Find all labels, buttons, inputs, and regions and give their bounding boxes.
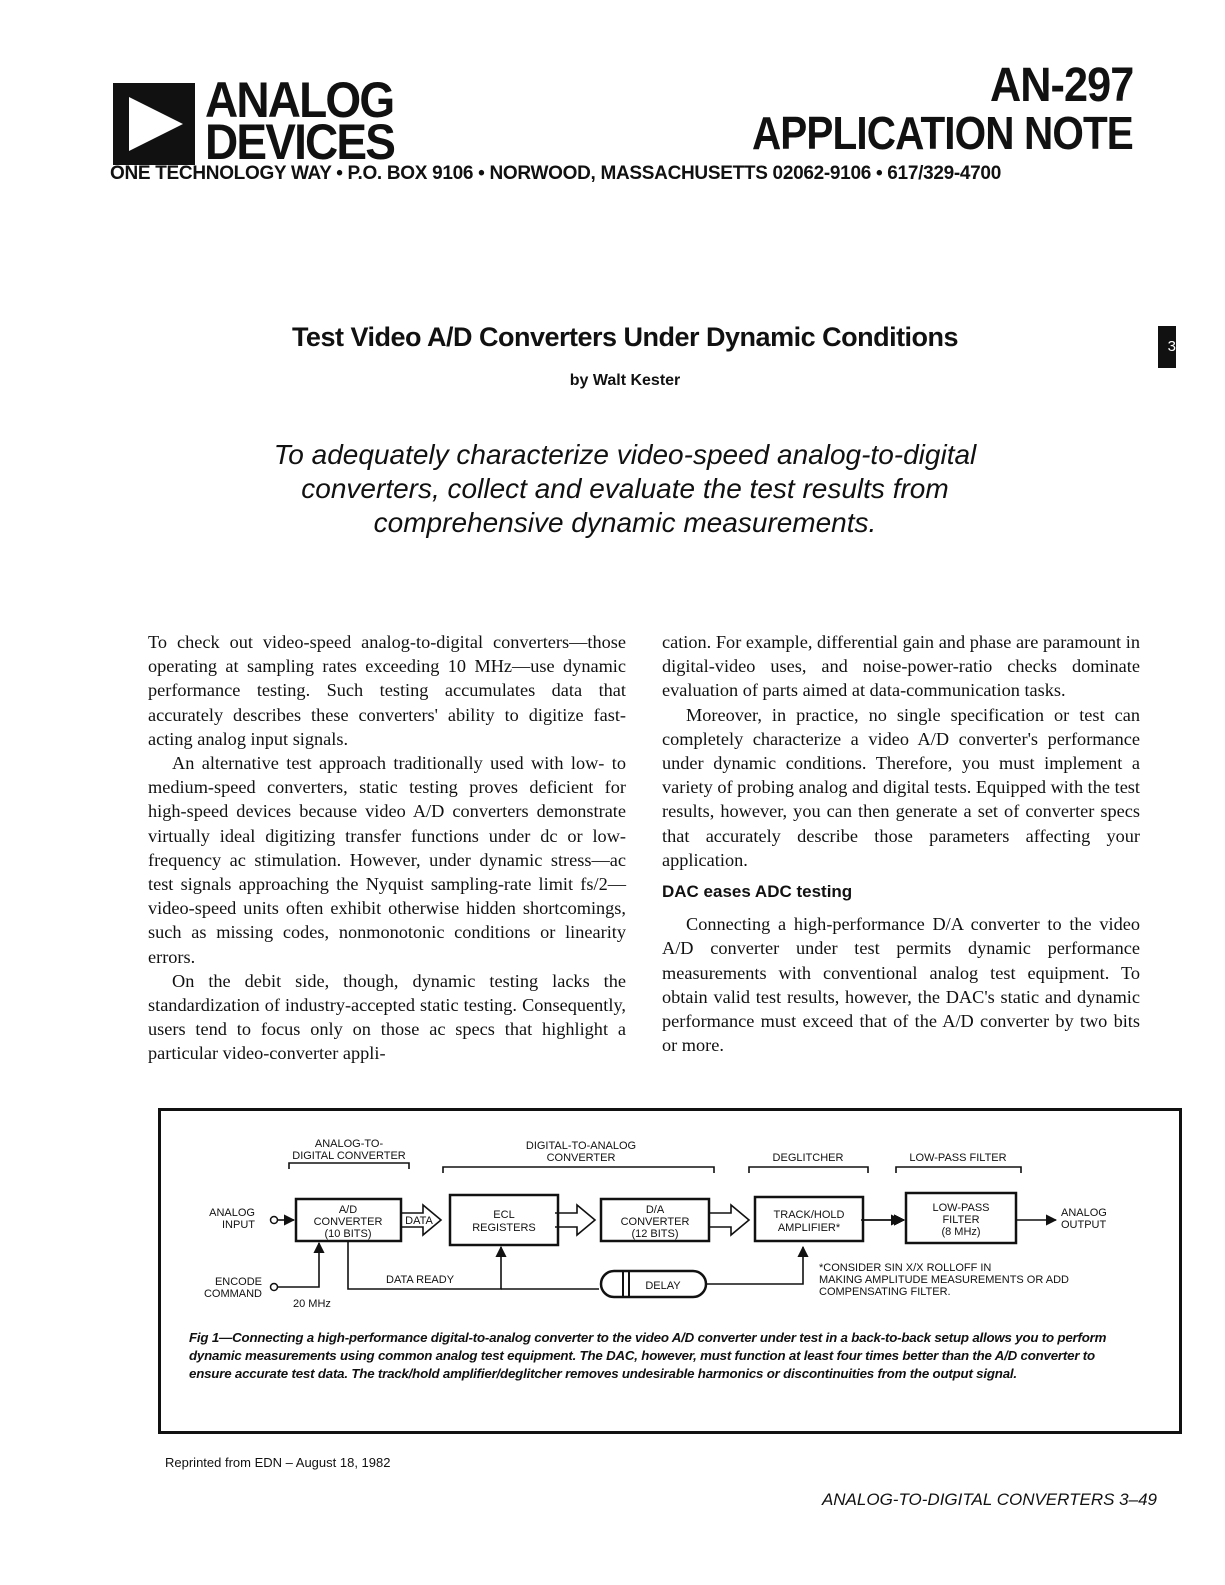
delay-block-label: DELAY [645,1280,681,1292]
article-deck: To adequately characterize video-speed analog-to-digital converters, collect and evaluate the test results from comprehensive dynamic measurements. [273,439,977,538]
paragraph: cation. For example, differential gain and phase are paramount in digital-video uses, and noise-power-ratio checks dominate evaluation of parts aimed at data-communication tasks. [662,632,1140,701]
paragraph: Connecting a high-performance D/A converter to the video A/D converter under test permits dynamic performance measurements with conventional analog test equipment. To obtain valid test results, however, the DAC's static and dynamic performance must exceed that of the A/D converter by two bits or more. [662,914,1140,1056]
group-label-dac: CONVERTER [546,1152,616,1164]
play-triangle-icon [113,83,195,165]
figure-caption: Fig 1—Connecting a high-performance digital-to-analog converter to the video A/D converter under test in a back-to-back setup allows you to perform dynamic measurements using common analog test equipment. The DAC, however, must function at least four times better than the A/D converter to ensure accurate test data. The track/hold amplifier/deglitcher removes undesirable harmonics or discontinuities from the output signal. [189,1330,1107,1381]
dac-block-label: D/A [645,1204,665,1216]
dac-block-label: CONVERTER [620,1216,690,1228]
input-label: ANALOG [209,1207,255,1219]
data-ready-label: DATA READY [386,1274,455,1286]
input-label: INPUT [222,1219,255,1231]
article-byline: by Walt Kester [569,372,681,389]
ecl-block-label: ECL [493,1209,515,1221]
footnote: COMPENSATING FILTER. [819,1286,951,1298]
figure-1 [158,1108,1182,1434]
right-column [662,630,1140,1057]
left-column [148,630,626,1066]
document-type: APPLICATION NOTE [752,107,1133,159]
group-label-adc: ANALOG-TO- [314,1138,384,1150]
group-label-adc: DIGITAL CONVERTER [292,1150,406,1162]
ecl-block-label: REGISTERS [472,1222,536,1234]
clock-label: 20 MHz [293,1298,331,1310]
lpf-block-label: LOW-PASS [932,1202,990,1214]
output-label: ANALOG [1061,1207,1107,1219]
logo-text-devices: DEVICES [205,114,395,170]
logo-text-analog: ANALOG [205,72,394,128]
logo-mark [113,83,195,165]
footnote: MAKING AMPLITUDE MEASUREMENTS OR ADD [819,1274,1069,1286]
paragraph: On the debit side, though, dynamic testing lacks the standardization of industry-accepted static testing. Consequently, users tend to focus only on those ac specs that highlight a particular video-converter appli- [148,970,626,1064]
section-subhead: DAC eases ADC testing [662,882,853,902]
reprint-note: Reprinted from EDN – August 18, 1982 [165,1455,391,1470]
encode-label: ENCODE [214,1276,262,1288]
paragraph: Moreover, in practice, no single specification or test can completely characterize a video A/D converter's performance under dynamic conditions. Therefore, you must implement a variety of probing analog and digital tests. Equipped with the test results, however, you can then generate a set of converter specs that accurately describe those parameters affecting your application. [662,704,1140,870]
track-hold-block-label: TRACK/HOLD [773,1209,845,1221]
adc-block-label: A/D [338,1204,358,1216]
company-address: ONE TECHNOLOGY WAY • P.O. BOX 9106 • NORWOOD, MASSACHUSETTS 02062-9106 • 617/329-4700 [110,163,1001,184]
track-hold-block-label: AMPLIFIER* [777,1222,841,1234]
paragraph: To check out video-speed analog-to-digital converters—those operating at sampling rates exceeding 10 MHz—use dynamic performance testing. Such testing accumulates data that accurately describes these converters' ability to digitize fast-acting analog input signals. [148,632,626,749]
article-title: Test Video A/D Converters Under Dynamic Conditions [291,322,959,352]
group-label-deglitcher: DEGLITCHER [772,1152,844,1164]
encode-label: COMMAND [203,1288,262,1300]
lpf-block-label: (8 MHz) [941,1226,981,1238]
section-tab: 3 [1158,326,1176,368]
group-label-dac: DIGITAL-TO-ANALOG [525,1140,637,1152]
page-footer: ANALOG-TO-DIGITAL CONVERTERS 3–49 [821,1490,1157,1509]
data-bus-label: DATA [405,1215,433,1227]
document-number: AN-297 [989,59,1133,112]
footnote: *CONSIDER SIN X/X ROLLOFF IN [819,1262,992,1274]
dac-block-label: (12 BITS) [631,1228,679,1240]
adc-block-label: CONVERTER [313,1216,383,1228]
paragraph: An alternative test approach traditionally used with low- to medium-speed converters, static testing proves deficient for high-speed devices because video A/D converters demonstrate virtually ideal digitizing transfer functions under dc or low-frequency ac stimulation. However, under dynamic stress—ac test signals approaching the Nyquist sampling-rate limit fs/2—video-speed units often exhibit otherwise hidden shortcomings, such as missing codes, nonmonotonic conditions or linearity errors. [148,753,626,967]
lpf-block-label: FILTER [942,1214,980,1226]
adc-block-label: (10 BITS) [324,1228,372,1240]
block-diagram [161,1111,1179,1321]
group-label-filter: LOW-PASS FILTER [909,1152,1007,1164]
output-label: OUTPUT [1061,1219,1107,1231]
